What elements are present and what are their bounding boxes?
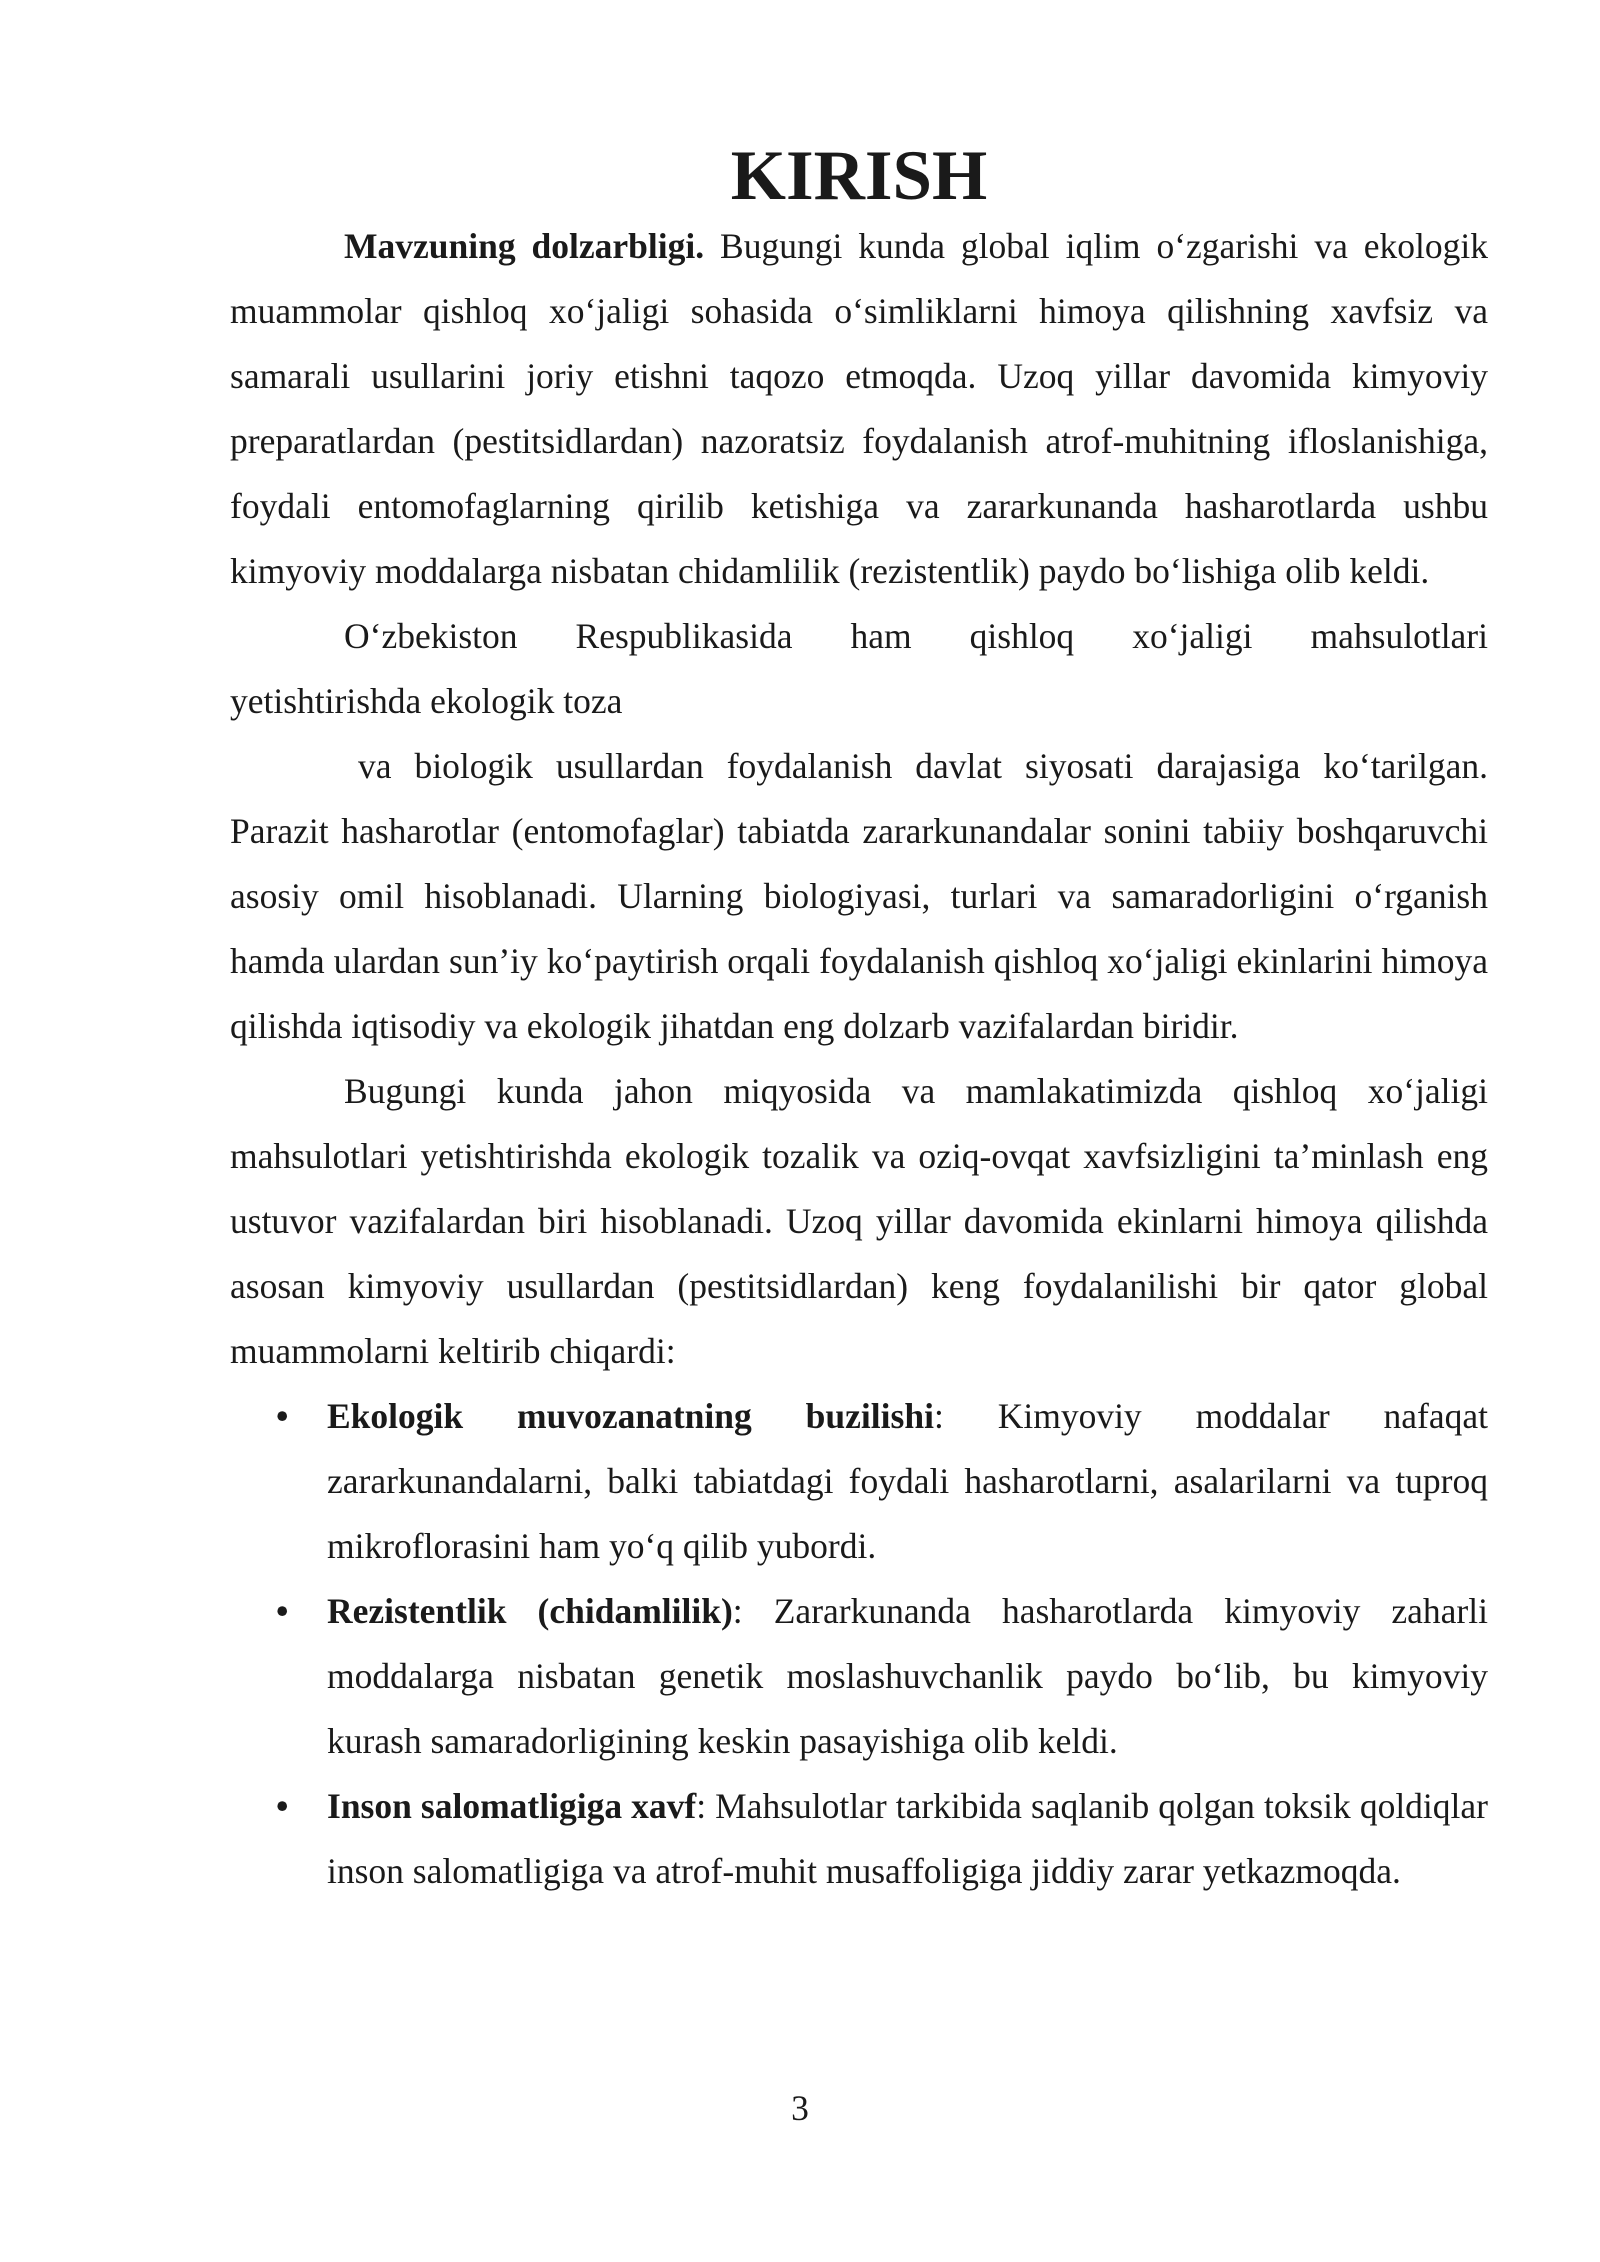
list-item — [230, 1579, 1488, 1774]
paragraph-uzbekistan-line1: O‘zbekiston Respublikasida ham qishloq xo‘jaligi mahsulotlari — [344, 616, 1488, 656]
bullet-icon: • — [276, 1786, 289, 1826]
list-item — [230, 1774, 1488, 1904]
list-item-text: : Kimyoviy moddalar nafaqat zararkunandalarni, balki tabiatdagi foydali hasharotlarni, asalarilarni va tuproq mikroflorasini ham yo‘q qilib yubordi. — [327, 1396, 1488, 1566]
document-page — [230, 137, 1488, 1904]
paragraph-uzbekistan-body: va biologik usullardan foydalanish davlat siyosati darajasiga ko‘tarilgan. Parazit hasharotlar (entomofaglar) tabiatda zararkunandalar sonini tabiiy boshqaruvchi asosiy omil hisoblanadi. Ularning biologiyasi, turlari va samaradorligini o‘rganish hamda ulardan sun’iy ko‘paytirish orqali foydalanish qishloq xo‘jaligi ekinlarini himoya qilishda iqtisodiy va ekologik jihatdan eng dolzarb vazifalardan biridir. — [230, 746, 1488, 1046]
list-item-term: Inson salomatligiga xavf — [327, 1786, 697, 1826]
page-number: 3 — [791, 2088, 809, 2128]
section-heading: KIRISH — [730, 137, 988, 215]
paragraph-relevance — [230, 214, 1488, 604]
bullet-icon: • — [276, 1591, 289, 1631]
paragraph-uzbekistan-line2: yetishtirishda ekologik toza — [230, 681, 623, 721]
list-item-term: Ekologik muvozanatning buzilishi — [327, 1396, 934, 1436]
problem-list — [230, 1384, 1488, 1904]
paragraph-text: Bugungi kunda global iqlim o‘zgarishi va ekologik muammolar qishloq xo‘jaligi sohasida o‘simliklarni himoya qilishning xavfsiz va samarali usullarini joriy etishni taqozo etmoqda. Uzoq yillar davomida kimyoviy preparatlardan (pestitsidlardan) nazoratsiz foydalanish atrof-muhitning ifloslanishiga, foydali entomofaglarning qirilib ketishiga va zararkunanda hasharotlarda ushbu kimyoviy moddalarga nisbatan chidamlilik (rezistentlik) paydo bo‘lishiga olib keldi. — [230, 226, 1488, 591]
list-item-text: : Zararkunanda hasharotlarda kimyoviy zaharli moddalarga nisbatan genetik moslashuvchanlik paydo bo‘lib, bu kimyoviy kurash samaradorligining keskin pasayishiga olib keldi. — [327, 1591, 1488, 1761]
paragraph-lead: Mavzuning dolzarbligi. — [344, 226, 705, 266]
list-item-text: : Mahsulotlar tarkibida saqlanib qolgan toksik qoldiqlar inson salomatligiga va atrof-muhit musaffoligiga jiddiy zarar yetkazmoqda. — [327, 1786, 1488, 1891]
paragraph-global-problems: Bugungi kunda jahon miqyosida va mamlakatimizda qishloq xo‘jaligi mahsulotlari yetishtirishda ekologik tozalik va oziq-ovqat xavfsizligini ta’minlash eng ustuvor vazifalardan biri hisoblanadi. Uzoq yillar davomida ekinlarni himoya qilishda asosan kimyoviy usullardan (pestitsidlardan) keng foydalanilishi bir qator global muammolarni keltirib chiqardi: — [230, 1071, 1488, 1371]
list-item-term: Rezistentlik (chidamlilik) — [327, 1591, 733, 1631]
bullet-icon: • — [276, 1396, 289, 1436]
list-item — [230, 1384, 1488, 1579]
